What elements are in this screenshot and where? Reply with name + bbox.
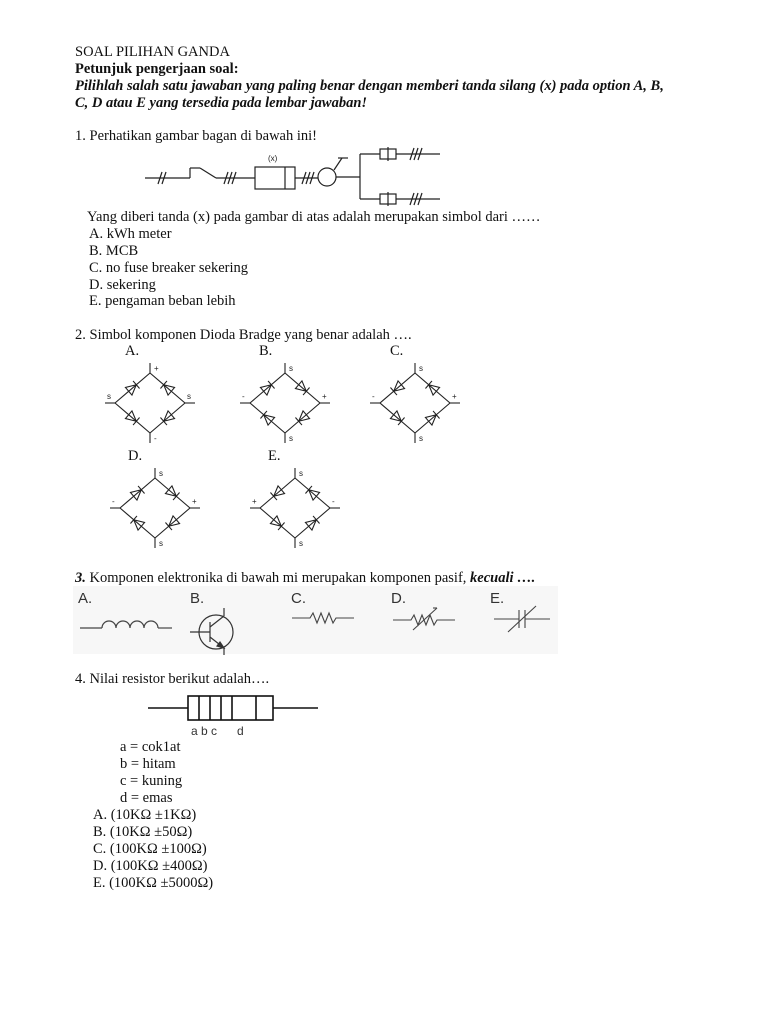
diode-1 xyxy=(120,478,155,508)
label-right: + xyxy=(452,392,457,401)
q1-number: 1. xyxy=(75,128,86,144)
resistor-icon xyxy=(292,608,357,628)
q2-number: 2. xyxy=(75,327,86,343)
label-bottom: s xyxy=(299,539,303,548)
bridge-diagram-e xyxy=(250,468,340,548)
q3-prompt-text: Komponen elektronika di bawah mi merupakan komponen pasif, xyxy=(89,570,467,586)
q4-option-c: C. (100KΩ ±100Ω) xyxy=(93,841,207,857)
q3-number: 3. xyxy=(75,570,86,586)
q4-band-d: d = emas xyxy=(120,790,173,806)
label-bottom: s xyxy=(289,434,293,443)
variable-capacitor-icon xyxy=(494,602,554,636)
diode-3 xyxy=(260,508,295,538)
q2-prompt-text: Simbol komponen Dioda Bradge yang benar adalah …. xyxy=(89,327,412,343)
diode-2 xyxy=(285,373,320,403)
diode-4 xyxy=(285,403,320,433)
instruction-title: Petunjuk pengerjaan soal: xyxy=(75,61,239,77)
q4-prompt-text: Nilai resistor berikut adalah…. xyxy=(89,671,270,687)
label-right: s xyxy=(187,392,191,401)
label-bottom: - xyxy=(154,434,157,443)
label-left: - xyxy=(372,392,375,401)
bridge-diagram-b xyxy=(240,363,330,443)
q4-prompt xyxy=(75,671,269,688)
q3-label-d: D. xyxy=(391,590,406,607)
diode-2 xyxy=(415,373,450,403)
label-left: + xyxy=(252,497,257,506)
q4-option-a: A. (10KΩ ±1KΩ) xyxy=(93,807,197,823)
label-bottom: s xyxy=(159,539,163,548)
page-title: SOAL PILIHAN GANDA xyxy=(75,44,230,60)
diode-2 xyxy=(295,478,330,508)
bridge-diagram-a xyxy=(105,363,195,443)
label-right: - xyxy=(332,497,335,506)
diode-4 xyxy=(150,403,185,433)
label-left: - xyxy=(112,497,115,506)
label-right: + xyxy=(192,497,197,506)
label-top: s xyxy=(299,469,303,478)
diode-3 xyxy=(120,508,155,538)
q4-option-b: B. (10KΩ ±50Ω) xyxy=(93,824,193,840)
q2-label-d: D. xyxy=(128,448,143,464)
inductor-icon xyxy=(80,610,175,640)
q2-prompt xyxy=(75,327,412,344)
diode-2 xyxy=(150,373,185,403)
diode-3 xyxy=(380,403,415,433)
diode-4 xyxy=(155,508,190,538)
label-left: s xyxy=(107,392,111,401)
variable-resistor-icon xyxy=(393,604,458,634)
transistor-icon xyxy=(188,606,248,656)
q1-wiring-diagram xyxy=(140,142,450,212)
diode-2 xyxy=(155,478,190,508)
label-top: s xyxy=(159,469,163,478)
q3-label-e: E. xyxy=(490,590,505,607)
resistor-band-labels: a b c d xyxy=(191,724,244,738)
diode-1 xyxy=(260,478,295,508)
q4-option-e: E. (100KΩ ±5000Ω) xyxy=(93,875,214,891)
diode-4 xyxy=(295,508,330,538)
q4-band-c: c = kuning xyxy=(120,773,183,789)
label-top: s xyxy=(289,364,293,373)
q4-option-d: D. (100KΩ ±400Ω) xyxy=(93,858,208,874)
diode-1 xyxy=(380,373,415,403)
q1-option-a: A. kWh meter xyxy=(89,226,172,242)
q1-option-c: C. no fuse breaker sekering xyxy=(89,260,249,276)
diode-1 xyxy=(250,373,285,403)
q4-band-a: a = cok1at xyxy=(120,739,181,755)
diode-4 xyxy=(415,403,450,433)
diode-1 xyxy=(115,373,150,403)
diode-3 xyxy=(115,403,150,433)
q2-label-c: C. xyxy=(390,343,404,359)
q1-prompt-text: Perhatikan gambar bagan di bawah ini! xyxy=(89,128,317,144)
q3-prompt xyxy=(75,570,535,587)
label-left: - xyxy=(242,392,245,401)
q1-diagram-mark: (x) xyxy=(268,154,278,163)
q2-label-a: A. xyxy=(125,343,140,359)
instruction-line-1: Pilihlah salah satu jawaban yang paling benar dengan memberi tanda silang (x) pada option A, B, xyxy=(75,78,664,94)
diode-3 xyxy=(250,403,285,433)
q1-question: Yang diberi tanda (x) pada gambar di atas adalah merupakan simbol dari …… xyxy=(87,209,541,225)
label-top: s xyxy=(419,364,423,373)
resistor-band-diagram xyxy=(148,690,323,740)
q3-label-b: B. xyxy=(190,590,205,607)
label-top: + xyxy=(154,364,159,373)
q1-option-b: B. MCB xyxy=(89,243,139,259)
q4-band-b: b = hitam xyxy=(120,756,176,772)
q4-number: 4. xyxy=(75,671,86,687)
q1-option-e: E. pengaman beban lebih xyxy=(89,293,236,309)
instruction-line-2: C, D atau E yang tersedia pada lembar jawaban! xyxy=(75,95,368,111)
q3-label-a: A. xyxy=(78,590,93,607)
q3-label-c: C. xyxy=(291,590,306,607)
q2-label-b: B. xyxy=(259,343,273,359)
q3-emphasis: kecuali …. xyxy=(470,570,536,586)
q1-option-d: D. sekering xyxy=(89,277,156,293)
label-bottom: s xyxy=(419,434,423,443)
bridge-diagram-d xyxy=(110,468,200,548)
q2-label-e: E. xyxy=(268,448,281,464)
bridge-diagram-c xyxy=(370,363,460,443)
label-right: + xyxy=(322,392,327,401)
